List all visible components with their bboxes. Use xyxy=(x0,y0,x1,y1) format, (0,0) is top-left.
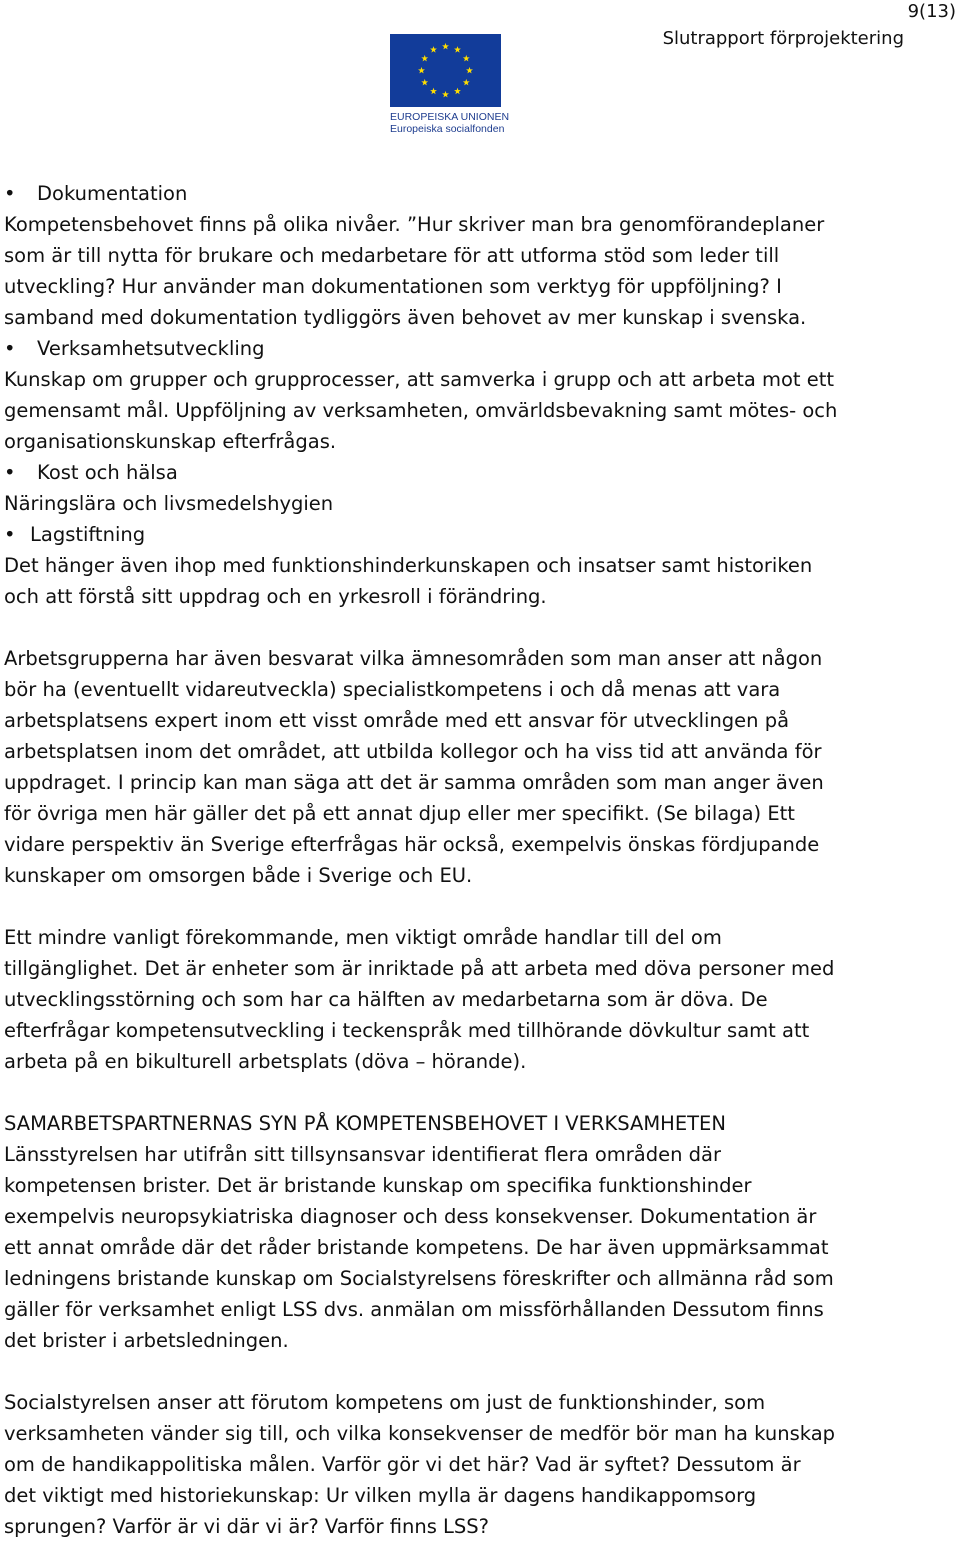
paragraph-line: kompetensen brister. Det är bristande kunskap om specifika funktionshinder xyxy=(4,1174,752,1197)
paragraph-line: utvecklingsstörning och som har ca hälften av medarbetarna som är döva. De xyxy=(4,988,768,1011)
paragraph-line: verksamheten vänder sig till, och vilka konsekvenser de medför bör man ha kunskap xyxy=(4,1422,836,1445)
paragraph-line: sprungen? Varför är vi där vi är? Varför finns LSS? xyxy=(4,1515,490,1538)
paragraph-line: utveckling? Hur använder man dokumentationen som verktyg för uppföljning? I xyxy=(4,275,782,298)
document-body xyxy=(4,178,924,1542)
paragraph-line: som är till nytta för brukare och medarbetare för att utforma stöd som leder till xyxy=(4,244,780,267)
eu-label-fund: Europeiska socialfonden xyxy=(390,123,505,135)
bullet-icon: • xyxy=(4,182,16,205)
paragraph-line: gäller för verksamhet enligt LSS dvs. anmälan om missförhållanden Dessutom finns xyxy=(4,1298,824,1321)
paragraph-line: bör ha (eventuellt vidareutveckla) specialistkompetens i och då menas att vara xyxy=(4,678,781,701)
paragraph-line: tillgänglighet. Det är enheter som är inriktade på att arbeta med döva personer med xyxy=(4,957,835,980)
paragraph-line: ett annat område där det råder bristande kompetens. De har även uppmärksammat xyxy=(4,1236,829,1259)
paragraph-line: uppdraget. I princip kan man säga att det är samma områden som man anger även xyxy=(4,771,824,794)
paragraph-tillganglighet xyxy=(4,922,924,1077)
bullet-label: Kost och hälsa xyxy=(37,461,178,484)
paragraph-line: Kunskap om grupper och grupprocesser, att samverka i grupp och att arbeta mot ett xyxy=(4,368,835,391)
paragraph-line: för övriga men här gäller det på ett annat djup eller mer specifikt. (Se bilaga) Ett xyxy=(4,802,795,825)
paragraph-line: samband med dokumentation tydliggörs även behovet av mer kunskap i svenska. xyxy=(4,306,807,329)
paragraph-line: Det hänger även ihop med funktionshinderkunskapen och insatser samt historiken xyxy=(4,554,813,577)
bullet-item-lagstiftning xyxy=(4,519,924,550)
paragraph-line: det brister i arbetsledningen. xyxy=(4,1329,289,1352)
bullet-icon: • xyxy=(4,461,16,484)
paragraph-line: Socialstyrelsen anser att förutom kompetens om just de funktionshinder, som xyxy=(4,1391,766,1414)
eu-logo xyxy=(390,34,510,135)
paragraph-arbetsgrupper xyxy=(4,643,924,891)
paragraph-line: Länsstyrelsen har utifrån sitt tillsynsansvar identifierat flera områden där xyxy=(4,1143,722,1166)
eu-flag-icon xyxy=(390,34,501,107)
paragraph-line: gemensamt mål. Uppföljning av verksamheten, omvärldsbevakning samt mötes- och xyxy=(4,399,838,422)
paragraph-line: exempelvis neuropsykiatriska diagnoser och dess konsekvenser. Dokumentation är xyxy=(4,1205,817,1228)
paragraph-line: arbetsplatsens expert inom ett visst område med ett ansvar för utvecklingen på xyxy=(4,709,790,732)
paragraph-line: Näringslära och livsmedelshygien xyxy=(4,492,334,515)
paragraph-socialstyrelsen xyxy=(4,1387,924,1542)
bullet-item-kost-och-halsa xyxy=(4,457,924,488)
section-heading: SAMARBETSPARTNERNAS SYN PÅ KOMPETENSBEHOVET I VERKSAMHETEN xyxy=(4,1112,726,1135)
bullet-item-dokumentation xyxy=(4,178,924,209)
paragraph-line: och att förstå sitt uppdrag och en yrkesroll i förändring. xyxy=(4,585,547,608)
bullet-item-verksamhetsutveckling xyxy=(4,333,924,364)
bullet-label: Dokumentation xyxy=(37,182,188,205)
page-number: 9(13) xyxy=(907,1,956,22)
bullet-icon: • xyxy=(4,523,16,546)
paragraph-lansstyrelsen xyxy=(4,1139,924,1356)
paragraph-line: om de handikappolitiska målen. Varför gör vi det här? Vad är syftet? Dessutom är xyxy=(4,1453,801,1476)
paragraph-line: efterfrågar kompetensutveckling i teckenspråk med tillhörande dövkultur samt att xyxy=(4,1019,810,1042)
paragraph-line: arbeta på en bikulturell arbetsplats (döva – hörande). xyxy=(4,1050,527,1073)
paragraph-line: Arbetsgrupperna har även besvarat vilka ämnesområden som man anser att någon xyxy=(4,647,823,670)
paragraph-line: Ett mindre vanligt förekommande, men viktigt område handlar till del om xyxy=(4,926,722,949)
paragraph-line: Kompetensbehovet finns på olika nivåer. ”Hur skriver man bra genomförandeplaner xyxy=(4,213,825,236)
bullet-label: Verksamhetsutveckling xyxy=(37,337,265,360)
paragraph-line: ledningens bristande kunskap om Socialstyrelsens föreskrifter och allmänna råd som xyxy=(4,1267,834,1290)
bullet-label: Lagstiftning xyxy=(30,523,146,546)
paragraph-line: organisationskunskap efterfrågas. xyxy=(4,430,337,453)
eu-label-union: EUROPEISKA UNIONEN xyxy=(390,111,510,123)
paragraph-line: arbetsplatsen inom det området, att utbilda kollegor och ha viss tid att använda för xyxy=(4,740,822,763)
paragraph-line: vidare perspektiv än Sverige efterfrågas här också, exempelvis önskas fördjupande xyxy=(4,833,820,856)
bullet-icon: • xyxy=(4,337,16,360)
paragraph-line: det viktigt med historiekunskap: Ur vilken mylla är dagens handikappomsorg xyxy=(4,1484,757,1507)
paragraph-line: kunskaper om omsorgen både i Sverige och EU. xyxy=(4,864,473,887)
document-title: Slutrapport förprojektering xyxy=(662,28,904,49)
